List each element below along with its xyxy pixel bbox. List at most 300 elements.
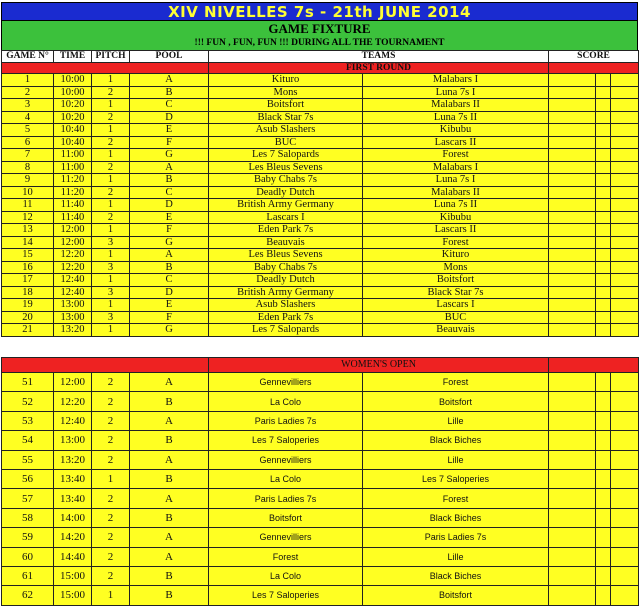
pitch-number: 3 bbox=[92, 286, 130, 299]
team-home: La Colo bbox=[209, 566, 363, 585]
pool-letter: D bbox=[130, 111, 209, 124]
team-home: Mons bbox=[209, 86, 363, 99]
match-time: 13:00 bbox=[54, 311, 92, 324]
score-cell-away bbox=[611, 469, 639, 488]
pitch-number: 2 bbox=[92, 431, 130, 450]
section-spacer bbox=[549, 63, 639, 74]
score-cell-away bbox=[611, 489, 639, 508]
fixture-row bbox=[2, 586, 639, 605]
team-away: Forest bbox=[363, 236, 549, 249]
team-home: Deadly Dutch bbox=[209, 186, 363, 199]
fixture-row bbox=[2, 124, 639, 137]
match-time: 12:00 bbox=[54, 224, 92, 237]
pitch-number: 1 bbox=[92, 586, 130, 605]
score-cell-away bbox=[611, 528, 639, 547]
score-cell-sep bbox=[596, 211, 611, 224]
team-away: Boitsfort bbox=[363, 586, 549, 605]
pool-letter: B bbox=[130, 469, 209, 488]
score-cell-home bbox=[549, 373, 596, 392]
score-cell-home bbox=[549, 199, 596, 212]
game-number: 58 bbox=[2, 508, 54, 527]
team-away: Boitsfort bbox=[363, 392, 549, 411]
team-away: Black Biches bbox=[363, 566, 549, 585]
pool-letter: C bbox=[130, 99, 209, 112]
score-cell-sep bbox=[596, 236, 611, 249]
score-cell-away bbox=[611, 224, 639, 237]
score-cell-sep bbox=[596, 566, 611, 585]
pitch-number: 1 bbox=[92, 174, 130, 187]
score-cell-sep bbox=[596, 324, 611, 337]
score-cell-home bbox=[549, 566, 596, 585]
fixture-row bbox=[2, 469, 639, 488]
match-time: 13:00 bbox=[54, 431, 92, 450]
pitch-number: 2 bbox=[92, 392, 130, 411]
section-header-row bbox=[2, 358, 639, 373]
pool-letter: A bbox=[130, 450, 209, 469]
score-cell-away bbox=[611, 211, 639, 224]
score-cell-away bbox=[611, 286, 639, 299]
pitch-number: 1 bbox=[92, 199, 130, 212]
score-cell-sep bbox=[596, 199, 611, 212]
time-header: TIME bbox=[54, 51, 92, 63]
team-away: Forest bbox=[363, 149, 549, 162]
score-cell-sep bbox=[596, 586, 611, 605]
score-cell-home bbox=[549, 469, 596, 488]
score-cell-home bbox=[549, 508, 596, 527]
pool-letter: B bbox=[130, 431, 209, 450]
pool-letter: A bbox=[130, 74, 209, 87]
team-away: Malabars I bbox=[363, 161, 549, 174]
section-spacer bbox=[549, 358, 639, 373]
teams-header: TEAMS bbox=[209, 51, 549, 63]
game-number: 15 bbox=[2, 249, 54, 262]
score-cell-sep bbox=[596, 286, 611, 299]
game-number: 7 bbox=[2, 149, 54, 162]
score-cell-sep bbox=[596, 299, 611, 312]
pool-letter: B bbox=[130, 566, 209, 585]
game-number: 17 bbox=[2, 274, 54, 287]
pitch-number: 3 bbox=[92, 236, 130, 249]
team-home: Baby Chabs 7s bbox=[209, 174, 363, 187]
match-time: 10:00 bbox=[54, 74, 92, 87]
score-cell-sep bbox=[596, 224, 611, 237]
fixture-row bbox=[2, 411, 639, 430]
score-cell-away bbox=[611, 411, 639, 430]
score-cell-sep bbox=[596, 99, 611, 112]
score-header: SCORE bbox=[549, 51, 639, 63]
pool-header: POOL bbox=[130, 51, 209, 63]
game-number: 56 bbox=[2, 469, 54, 488]
game-number: 54 bbox=[2, 431, 54, 450]
team-home: Asub Slashers bbox=[209, 124, 363, 137]
score-cell-sep bbox=[596, 450, 611, 469]
pool-letter: F bbox=[130, 311, 209, 324]
tagline: !!! FUN , FUN, FUN !!! DURING ALL THE TOURNAMENT bbox=[1, 37, 638, 50]
score-cell-sep bbox=[596, 111, 611, 124]
team-away: Luna 7s I bbox=[363, 86, 549, 99]
pitch-number: 2 bbox=[92, 489, 130, 508]
fixture-row bbox=[2, 111, 639, 124]
match-time: 10:40 bbox=[54, 124, 92, 137]
fixture-row bbox=[2, 224, 639, 237]
game-number: 62 bbox=[2, 586, 54, 605]
team-home: Les Bleus Sevens bbox=[209, 161, 363, 174]
score-cell-home bbox=[549, 136, 596, 149]
pool-letter: B bbox=[130, 174, 209, 187]
score-cell-home bbox=[549, 450, 596, 469]
score-cell-home bbox=[549, 286, 596, 299]
fixture-row bbox=[2, 174, 639, 187]
team-away: Lascars II bbox=[363, 136, 549, 149]
team-away: Paris Ladies 7s bbox=[363, 528, 549, 547]
pitch-number: 2 bbox=[92, 547, 130, 566]
pitch-number: 1 bbox=[92, 299, 130, 312]
score-cell-home bbox=[549, 411, 596, 430]
score-cell-sep bbox=[596, 161, 611, 174]
score-cell-home bbox=[549, 86, 596, 99]
game-number: 57 bbox=[2, 489, 54, 508]
team-home: Les 7 Saloperies bbox=[209, 431, 363, 450]
team-away: Black Star 7s bbox=[363, 286, 549, 299]
fixture-row bbox=[2, 249, 639, 262]
fixture-row bbox=[2, 489, 639, 508]
team-home: Les 7 Saloperies bbox=[209, 586, 363, 605]
fixture-row bbox=[2, 286, 639, 299]
score-cell-away bbox=[611, 136, 639, 149]
team-home: Asub Slashers bbox=[209, 299, 363, 312]
team-home: Paris Ladies 7s bbox=[209, 489, 363, 508]
score-cell-home bbox=[549, 224, 596, 237]
pitch-number: 2 bbox=[92, 450, 130, 469]
first-round-table bbox=[1, 50, 639, 337]
pitch-number: 2 bbox=[92, 161, 130, 174]
section-title: FIRST ROUND bbox=[209, 63, 549, 74]
game-number: 6 bbox=[2, 136, 54, 149]
match-time: 10:20 bbox=[54, 111, 92, 124]
fixture-row bbox=[2, 186, 639, 199]
game-number: 18 bbox=[2, 286, 54, 299]
score-cell-away bbox=[611, 274, 639, 287]
score-cell-away bbox=[611, 161, 639, 174]
fixture-row bbox=[2, 211, 639, 224]
section-title: WOMEN'S OPEN bbox=[209, 358, 549, 373]
score-cell-home bbox=[549, 311, 596, 324]
pitch-header: PITCH bbox=[92, 51, 130, 63]
team-home: Forest bbox=[209, 547, 363, 566]
score-cell-sep bbox=[596, 373, 611, 392]
match-time: 13:20 bbox=[54, 450, 92, 469]
team-home: La Colo bbox=[209, 469, 363, 488]
team-home: Lascars I bbox=[209, 211, 363, 224]
score-cell-home bbox=[549, 489, 596, 508]
score-cell-away bbox=[611, 392, 639, 411]
pool-letter: E bbox=[130, 211, 209, 224]
match-time: 12:20 bbox=[54, 392, 92, 411]
score-cell-home bbox=[549, 99, 596, 112]
team-away: Malabars II bbox=[363, 186, 549, 199]
team-away: Kibubu bbox=[363, 124, 549, 137]
score-cell-away bbox=[611, 311, 639, 324]
score-cell-away bbox=[611, 86, 639, 99]
score-cell-sep bbox=[596, 136, 611, 149]
pool-letter: D bbox=[130, 286, 209, 299]
team-home: Gennevilliers bbox=[209, 373, 363, 392]
match-time: 10:20 bbox=[54, 99, 92, 112]
pool-letter: A bbox=[130, 161, 209, 174]
pitch-number: 2 bbox=[92, 508, 130, 527]
pool-letter: F bbox=[130, 224, 209, 237]
score-cell-home bbox=[549, 299, 596, 312]
fixture-row bbox=[2, 99, 639, 112]
score-cell-sep bbox=[596, 547, 611, 566]
fixture-row bbox=[2, 86, 639, 99]
game-number: 20 bbox=[2, 311, 54, 324]
pool-letter: G bbox=[130, 149, 209, 162]
team-home: Beauvais bbox=[209, 236, 363, 249]
game-number: 8 bbox=[2, 161, 54, 174]
team-home: Eden Park 7s bbox=[209, 311, 363, 324]
team-away: Luna 7s II bbox=[363, 111, 549, 124]
score-cell-sep bbox=[596, 431, 611, 450]
match-time: 12:20 bbox=[54, 249, 92, 262]
team-away: Lille bbox=[363, 411, 549, 430]
score-cell-home bbox=[549, 261, 596, 274]
score-cell-sep bbox=[596, 249, 611, 262]
fixture-row bbox=[2, 547, 639, 566]
pool-letter: A bbox=[130, 411, 209, 430]
fixture-row bbox=[2, 236, 639, 249]
pool-letter: C bbox=[130, 274, 209, 287]
score-cell-home bbox=[549, 124, 596, 137]
pitch-number: 2 bbox=[92, 211, 130, 224]
fixture-row bbox=[2, 508, 639, 527]
team-home: Eden Park 7s bbox=[209, 224, 363, 237]
section-header-row bbox=[2, 63, 639, 74]
score-cell-sep bbox=[596, 508, 611, 527]
team-away: Les 7 Saloperies bbox=[363, 469, 549, 488]
score-cell-home bbox=[549, 149, 596, 162]
game-number: 16 bbox=[2, 261, 54, 274]
pool-letter: A bbox=[130, 249, 209, 262]
score-cell-away bbox=[611, 124, 639, 137]
game-number: 2 bbox=[2, 86, 54, 99]
pool-letter: E bbox=[130, 299, 209, 312]
team-away: Malabars II bbox=[363, 99, 549, 112]
score-cell-home bbox=[549, 586, 596, 605]
column-header-row bbox=[2, 51, 639, 63]
pitch-number: 3 bbox=[92, 261, 130, 274]
pitch-number: 2 bbox=[92, 111, 130, 124]
game-number: 59 bbox=[2, 528, 54, 547]
score-cell-away bbox=[611, 586, 639, 605]
score-cell-away bbox=[611, 450, 639, 469]
section-spacer bbox=[2, 63, 209, 74]
pitch-number: 2 bbox=[92, 528, 130, 547]
pitch-number: 1 bbox=[92, 324, 130, 337]
pool-letter: A bbox=[130, 528, 209, 547]
game-number: 5 bbox=[2, 124, 54, 137]
score-cell-home bbox=[549, 74, 596, 87]
match-time: 13:40 bbox=[54, 469, 92, 488]
match-time: 11:20 bbox=[54, 186, 92, 199]
team-away: Luna 7s II bbox=[363, 199, 549, 212]
game-number: 12 bbox=[2, 211, 54, 224]
pitch-number: 3 bbox=[92, 311, 130, 324]
fixture-row bbox=[2, 199, 639, 212]
score-cell-home bbox=[549, 547, 596, 566]
game-number: 60 bbox=[2, 547, 54, 566]
pitch-number: 1 bbox=[92, 74, 130, 87]
page-subtitle: GAME FIXTURE bbox=[1, 21, 638, 37]
womens-open-table bbox=[1, 357, 639, 606]
score-cell-away bbox=[611, 261, 639, 274]
score-cell-home bbox=[549, 111, 596, 124]
game-number: 14 bbox=[2, 236, 54, 249]
team-home: Les Bleus Sevens bbox=[209, 249, 363, 262]
score-cell-away bbox=[611, 249, 639, 262]
game-number: 4 bbox=[2, 111, 54, 124]
match-time: 10:00 bbox=[54, 86, 92, 99]
match-time: 13:00 bbox=[54, 299, 92, 312]
score-cell-away bbox=[611, 431, 639, 450]
fixture-row bbox=[2, 566, 639, 585]
score-cell-sep bbox=[596, 261, 611, 274]
match-time: 11:20 bbox=[54, 174, 92, 187]
match-time: 15:00 bbox=[54, 566, 92, 585]
score-cell-away bbox=[611, 508, 639, 527]
fixture-row bbox=[2, 299, 639, 312]
match-time: 14:20 bbox=[54, 528, 92, 547]
match-time: 12:20 bbox=[54, 261, 92, 274]
score-cell-sep bbox=[596, 469, 611, 488]
team-home: Paris Ladies 7s bbox=[209, 411, 363, 430]
score-cell-sep bbox=[596, 311, 611, 324]
match-time: 10:40 bbox=[54, 136, 92, 149]
fixture-row bbox=[2, 274, 639, 287]
match-time: 11:00 bbox=[54, 149, 92, 162]
pitch-number: 2 bbox=[92, 373, 130, 392]
game-number: 61 bbox=[2, 566, 54, 585]
pitch-number: 1 bbox=[92, 469, 130, 488]
score-cell-away bbox=[611, 149, 639, 162]
team-away: Forest bbox=[363, 373, 549, 392]
fixture-row bbox=[2, 74, 639, 87]
game-number: 11 bbox=[2, 199, 54, 212]
match-time: 12:40 bbox=[54, 411, 92, 430]
match-time: 11:00 bbox=[54, 161, 92, 174]
score-cell-sep bbox=[596, 149, 611, 162]
match-time: 12:40 bbox=[54, 286, 92, 299]
pitch-number: 1 bbox=[92, 249, 130, 262]
pool-letter: B bbox=[130, 508, 209, 527]
team-home: Gennevilliers bbox=[209, 528, 363, 547]
game-number: 55 bbox=[2, 450, 54, 469]
score-cell-sep bbox=[596, 528, 611, 547]
pool-letter: B bbox=[130, 392, 209, 411]
team-home: Les 7 Salopards bbox=[209, 324, 363, 337]
team-away: Beauvais bbox=[363, 324, 549, 337]
score-cell-home bbox=[549, 211, 596, 224]
score-cell-away bbox=[611, 99, 639, 112]
pitch-number: 2 bbox=[92, 186, 130, 199]
team-away: Lille bbox=[363, 450, 549, 469]
pool-letter: A bbox=[130, 373, 209, 392]
score-cell-home bbox=[549, 174, 596, 187]
score-cell-home bbox=[549, 392, 596, 411]
pitch-number: 2 bbox=[92, 411, 130, 430]
score-cell-sep bbox=[596, 392, 611, 411]
score-cell-sep bbox=[596, 489, 611, 508]
score-cell-sep bbox=[596, 411, 611, 430]
team-away: Lascars I bbox=[363, 299, 549, 312]
score-cell-sep bbox=[596, 124, 611, 137]
game-number: 1 bbox=[2, 74, 54, 87]
match-time: 13:20 bbox=[54, 324, 92, 337]
match-time: 11:40 bbox=[54, 199, 92, 212]
pitch-number: 2 bbox=[92, 566, 130, 585]
pool-letter: G bbox=[130, 236, 209, 249]
score-cell-sep bbox=[596, 174, 611, 187]
score-cell-sep bbox=[596, 274, 611, 287]
game-number: 10 bbox=[2, 186, 54, 199]
fixture-row bbox=[2, 392, 639, 411]
fixture-row bbox=[2, 373, 639, 392]
pitch-number: 1 bbox=[92, 224, 130, 237]
fixture-row bbox=[2, 450, 639, 469]
score-cell-away bbox=[611, 566, 639, 585]
fixture-row bbox=[2, 261, 639, 274]
fixture-row bbox=[2, 136, 639, 149]
score-cell-away bbox=[611, 547, 639, 566]
match-time: 12:00 bbox=[54, 236, 92, 249]
team-away: BUC bbox=[363, 311, 549, 324]
score-cell-home bbox=[549, 249, 596, 262]
pitch-number: 2 bbox=[92, 136, 130, 149]
team-home: Kituro bbox=[209, 74, 363, 87]
score-cell-away bbox=[611, 324, 639, 337]
score-cell-home bbox=[549, 324, 596, 337]
game-number: 21 bbox=[2, 324, 54, 337]
match-time: 12:00 bbox=[54, 373, 92, 392]
match-time: 15:00 bbox=[54, 586, 92, 605]
score-cell-home bbox=[549, 161, 596, 174]
team-home: Les 7 Salopards bbox=[209, 149, 363, 162]
pitch-number: 2 bbox=[92, 86, 130, 99]
team-away: Forest bbox=[363, 489, 549, 508]
score-cell-sep bbox=[596, 86, 611, 99]
team-away: Lille bbox=[363, 547, 549, 566]
pool-letter: B bbox=[130, 586, 209, 605]
pool-letter: B bbox=[130, 86, 209, 99]
pool-letter: G bbox=[130, 324, 209, 337]
team-home: Boitsfort bbox=[209, 508, 363, 527]
pool-letter: E bbox=[130, 124, 209, 137]
pool-letter: D bbox=[130, 199, 209, 212]
team-away: Lascars II bbox=[363, 224, 549, 237]
team-away: Kituro bbox=[363, 249, 549, 262]
team-home: Boitsfort bbox=[209, 99, 363, 112]
score-cell-home bbox=[549, 236, 596, 249]
score-cell-home bbox=[549, 528, 596, 547]
team-away: Malabars I bbox=[363, 74, 549, 87]
game-number-header: GAME N° bbox=[2, 51, 54, 63]
match-time: 12:40 bbox=[54, 274, 92, 287]
team-home: La Colo bbox=[209, 392, 363, 411]
score-cell-away bbox=[611, 236, 639, 249]
game-number: 19 bbox=[2, 299, 54, 312]
score-cell-away bbox=[611, 373, 639, 392]
game-number: 3 bbox=[2, 99, 54, 112]
